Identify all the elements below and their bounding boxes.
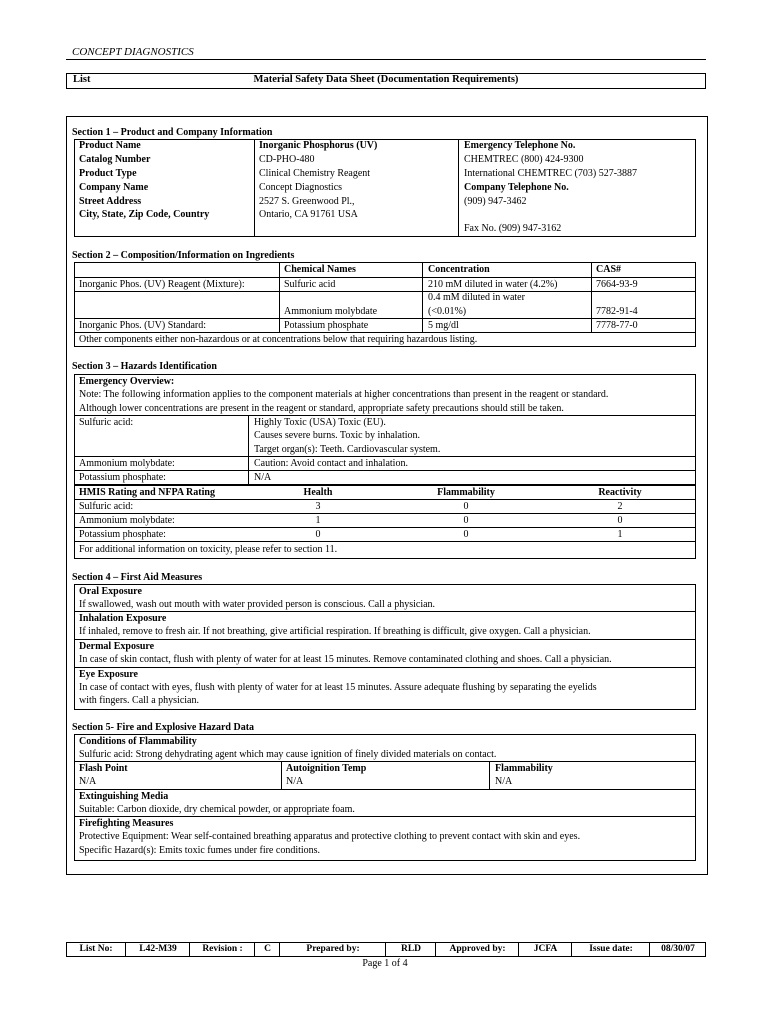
hmis-health: 0 [315, 529, 321, 540]
emergency-phone-2: International CHEMTREC (703) 527-3887 [464, 168, 638, 179]
emergency-overview-label: Emergency Overview: [79, 376, 175, 387]
hmis-flammability: 0 [463, 515, 469, 526]
reagent-label: Inorganic Phos. (UV) Reagent (Mixture): [79, 279, 245, 290]
inhalation-exposure-text: If inhaled, remove to fresh air. If not breathing, give artificial respiration. If breathing is difficult, give oxygen. Call a physician. [79, 626, 591, 637]
product-type-value: Clinical Chemistry Reagent [259, 168, 371, 179]
health-header: Health [303, 487, 333, 498]
section-5-title: Section 5- Fire and Explosive Hazard Data [72, 722, 255, 733]
dermal-exposure-label: Dermal Exposure [79, 641, 155, 652]
section-4-title: Section 4 – First Aid Measures [72, 572, 203, 583]
product-type-label: Product Type [79, 168, 137, 179]
divider [74, 470, 695, 471]
flammability-label: Flammability [495, 763, 553, 774]
chem-potassium: Potassium phosphate [284, 320, 369, 331]
flammability-value: N/A [495, 776, 513, 787]
potassium-hazard: N/A [254, 472, 272, 483]
hmis-reactivity: 1 [617, 529, 623, 540]
divider [422, 262, 423, 332]
flash-point-value: N/A [79, 776, 97, 787]
eye-exposure-text-1: In case of contact with eyes, flush with plenty of water for at least 15 minutes. Assure adequate flushing by separating the eyelids [79, 682, 597, 693]
divider [248, 415, 249, 484]
hmis-flammability: 0 [463, 501, 469, 512]
cas-ammonium: 7782-91-4 [596, 306, 638, 317]
standard-label: Inorganic Phos. (UV) Standard: [79, 320, 207, 331]
divider [74, 611, 695, 612]
cas-sulfuric: 7664-93-9 [596, 279, 638, 290]
divider [74, 761, 695, 762]
hmis-reactivity: 2 [617, 501, 623, 512]
header-concentration: Concentration [428, 264, 490, 275]
firefighting-label: Firefighting Measures [79, 818, 174, 829]
divider [489, 761, 490, 789]
divider [254, 139, 255, 236]
extinguishing-label: Extinguishing Media [79, 791, 169, 802]
eye-exposure-text-2: with fingers. Call a physician. [79, 695, 199, 706]
conc-potassium: 5 mg/dl [428, 320, 459, 331]
list-no-value: L42-M39 [125, 943, 190, 956]
product-name-value: Inorganic Phosphorus (UV) [259, 140, 378, 151]
cas-potassium: 7778-77-0 [596, 320, 638, 331]
sulfuric-hazard-2: Causes severe burns. Toxic by inhalation. [254, 430, 421, 441]
oral-exposure-text: If swallowed, wash out mouth with water provided person is conscious. Call a physician. [79, 599, 436, 610]
section-1-box [74, 139, 696, 237]
fax-number: Fax No. (909) 947-3162 [464, 223, 562, 234]
hmis-header: HMIS Rating and NFPA Rating [79, 487, 215, 498]
page-number: Page 1 of 4 [362, 958, 408, 969]
emergency-phone-label: Emergency Telephone No. [464, 140, 576, 151]
company-name: CONCEPT DIAGNOSTICS [72, 46, 194, 58]
conditions-label: Conditions of Flammability [79, 736, 197, 747]
hmis-row-label: Ammonium molybdate: [79, 515, 175, 526]
section-3-title: Section 3 – Hazards Identification [72, 361, 217, 372]
list-no-label: List No: [79, 944, 113, 954]
street-address-value: 2527 S. Greenwood Pl., [259, 196, 355, 207]
issue-date-value: 08/30/07 [649, 943, 706, 956]
catalog-number-value: CD-PHO-480 [259, 154, 315, 165]
potassium-hazard-label: Potassium phosphate: [79, 472, 166, 483]
firefighting-text-1: Protective Equipment: Wear self-contained breathing apparatus and protective clothing to prevent contact with skin and eyes. [79, 831, 581, 842]
toxicity-note: For additional information on toxicity, please refer to section 11. [79, 544, 338, 555]
emergency-phone-1: CHEMTREC (800) 424-9300 [464, 154, 584, 165]
prepared-label: Prepared by: [279, 943, 386, 956]
overview-note-2: Although lower concentrations are present in the reagent or standard, appropriate safety precautions should still be taken. [79, 403, 564, 414]
city-value: Ontario, CA 91761 USA [259, 209, 358, 220]
header-rule [66, 59, 706, 60]
conditions-text: Sulfuric acid: Strong dehydrating agent which may cause ignition of finely divided materials on contact. [79, 749, 497, 760]
company-name-label: Company Name [79, 182, 149, 193]
flash-point-label: Flash Point [79, 763, 128, 774]
firefighting-text-2: Specific Hazard(s): Emits toxic fumes under fire conditions. [79, 845, 321, 856]
autoignition-label: Autoignition Temp [286, 763, 367, 774]
section-2-title: Section 2 – Composition/Information on Ingredients [72, 250, 295, 261]
dermal-exposure-text: In case of skin contact, flush with plenty of water for at least 15 minutes. Remove contaminated clothing and shoes. Call a physician. [79, 654, 612, 665]
conc-sulfuric: 210 mM diluted in water (4.2%) [428, 279, 558, 290]
company-name-value: Concept Diagnostics [259, 182, 343, 193]
revision-label: Revision : [189, 943, 255, 956]
approved-label: Approved by: [435, 943, 519, 956]
header-chemical-names: Chemical Names [284, 264, 356, 275]
sulfuric-hazard-3: Target organ(s): Teeth. Cardiovascular system. [254, 444, 441, 455]
issue-date-label: Issue date: [571, 943, 650, 956]
conc-ammonium-1: 0.4 mM diluted in water [428, 292, 525, 303]
autoignition-value: N/A [286, 776, 304, 787]
section-1-title: Section 1 – Product and Company Information [72, 127, 273, 138]
hmis-row-label: Sulfuric acid: [79, 501, 134, 512]
chem-ammonium: Ammonium molybdate [284, 306, 378, 317]
city-label: City, State, Zip Code, Country [79, 209, 210, 220]
hmis-row-label: Potassium phosphate: [79, 529, 166, 540]
divider [74, 541, 695, 542]
sulfuric-hazard-1: Highly Toxic (USA) Toxic (EU). [254, 417, 386, 428]
company-phone: (909) 947-3462 [464, 196, 527, 207]
document-title: Material Safety Data Sheet (Documentation Requirements) [253, 74, 519, 85]
hmis-health: 3 [315, 501, 321, 512]
divider [591, 262, 592, 332]
product-name-label: Product Name [79, 140, 141, 151]
oral-exposure-label: Oral Exposure [79, 586, 142, 597]
divider [74, 667, 695, 668]
divider [279, 262, 280, 332]
hmis-health: 1 [315, 515, 321, 526]
street-address-label: Street Address [79, 196, 142, 207]
extinguishing-text: Suitable: Carbon dioxide, dry chemical powder, or appropriate foam. [79, 804, 355, 815]
divider [74, 639, 695, 640]
title-bar [66, 73, 706, 89]
list-label: List [73, 74, 91, 85]
hmis-flammability: 0 [463, 529, 469, 540]
ammonium-hazard: Caution: Avoid contact and inhalation. [254, 458, 408, 469]
divider [74, 291, 695, 292]
divider [458, 139, 459, 236]
prepared-value: RLD [385, 943, 436, 956]
catalog-number-label: Catalog Number [79, 154, 151, 165]
sulfuric-hazard-label: Sulfuric acid: [79, 417, 134, 428]
header-cas: CAS# [596, 264, 622, 275]
ammonium-hazard-label: Ammonium molybdate: [79, 458, 175, 469]
composition-note: Other components either non-hazardous or at concentrations below that requiring hazardous listing. [79, 334, 478, 345]
eye-exposure-label: Eye Exposure [79, 669, 138, 680]
flammability-header: Flammability [437, 487, 495, 498]
chem-sulfuric: Sulfuric acid [284, 279, 336, 290]
overview-note-1: Note: The following information applies to the component materials at higher concentrations than present in the reagent or standard. [79, 389, 609, 400]
footer-bar [66, 942, 706, 957]
inhalation-exposure-label: Inhalation Exposure [79, 613, 167, 624]
conc-ammonium-2: (<0.01%) [428, 306, 467, 317]
approved-value: JCFA [518, 943, 572, 956]
reactivity-header: Reactivity [598, 487, 642, 498]
revision-value: C [254, 943, 280, 956]
divider [281, 761, 282, 789]
company-phone-label: Company Telephone No. [464, 182, 569, 193]
hmis-reactivity: 0 [617, 515, 623, 526]
